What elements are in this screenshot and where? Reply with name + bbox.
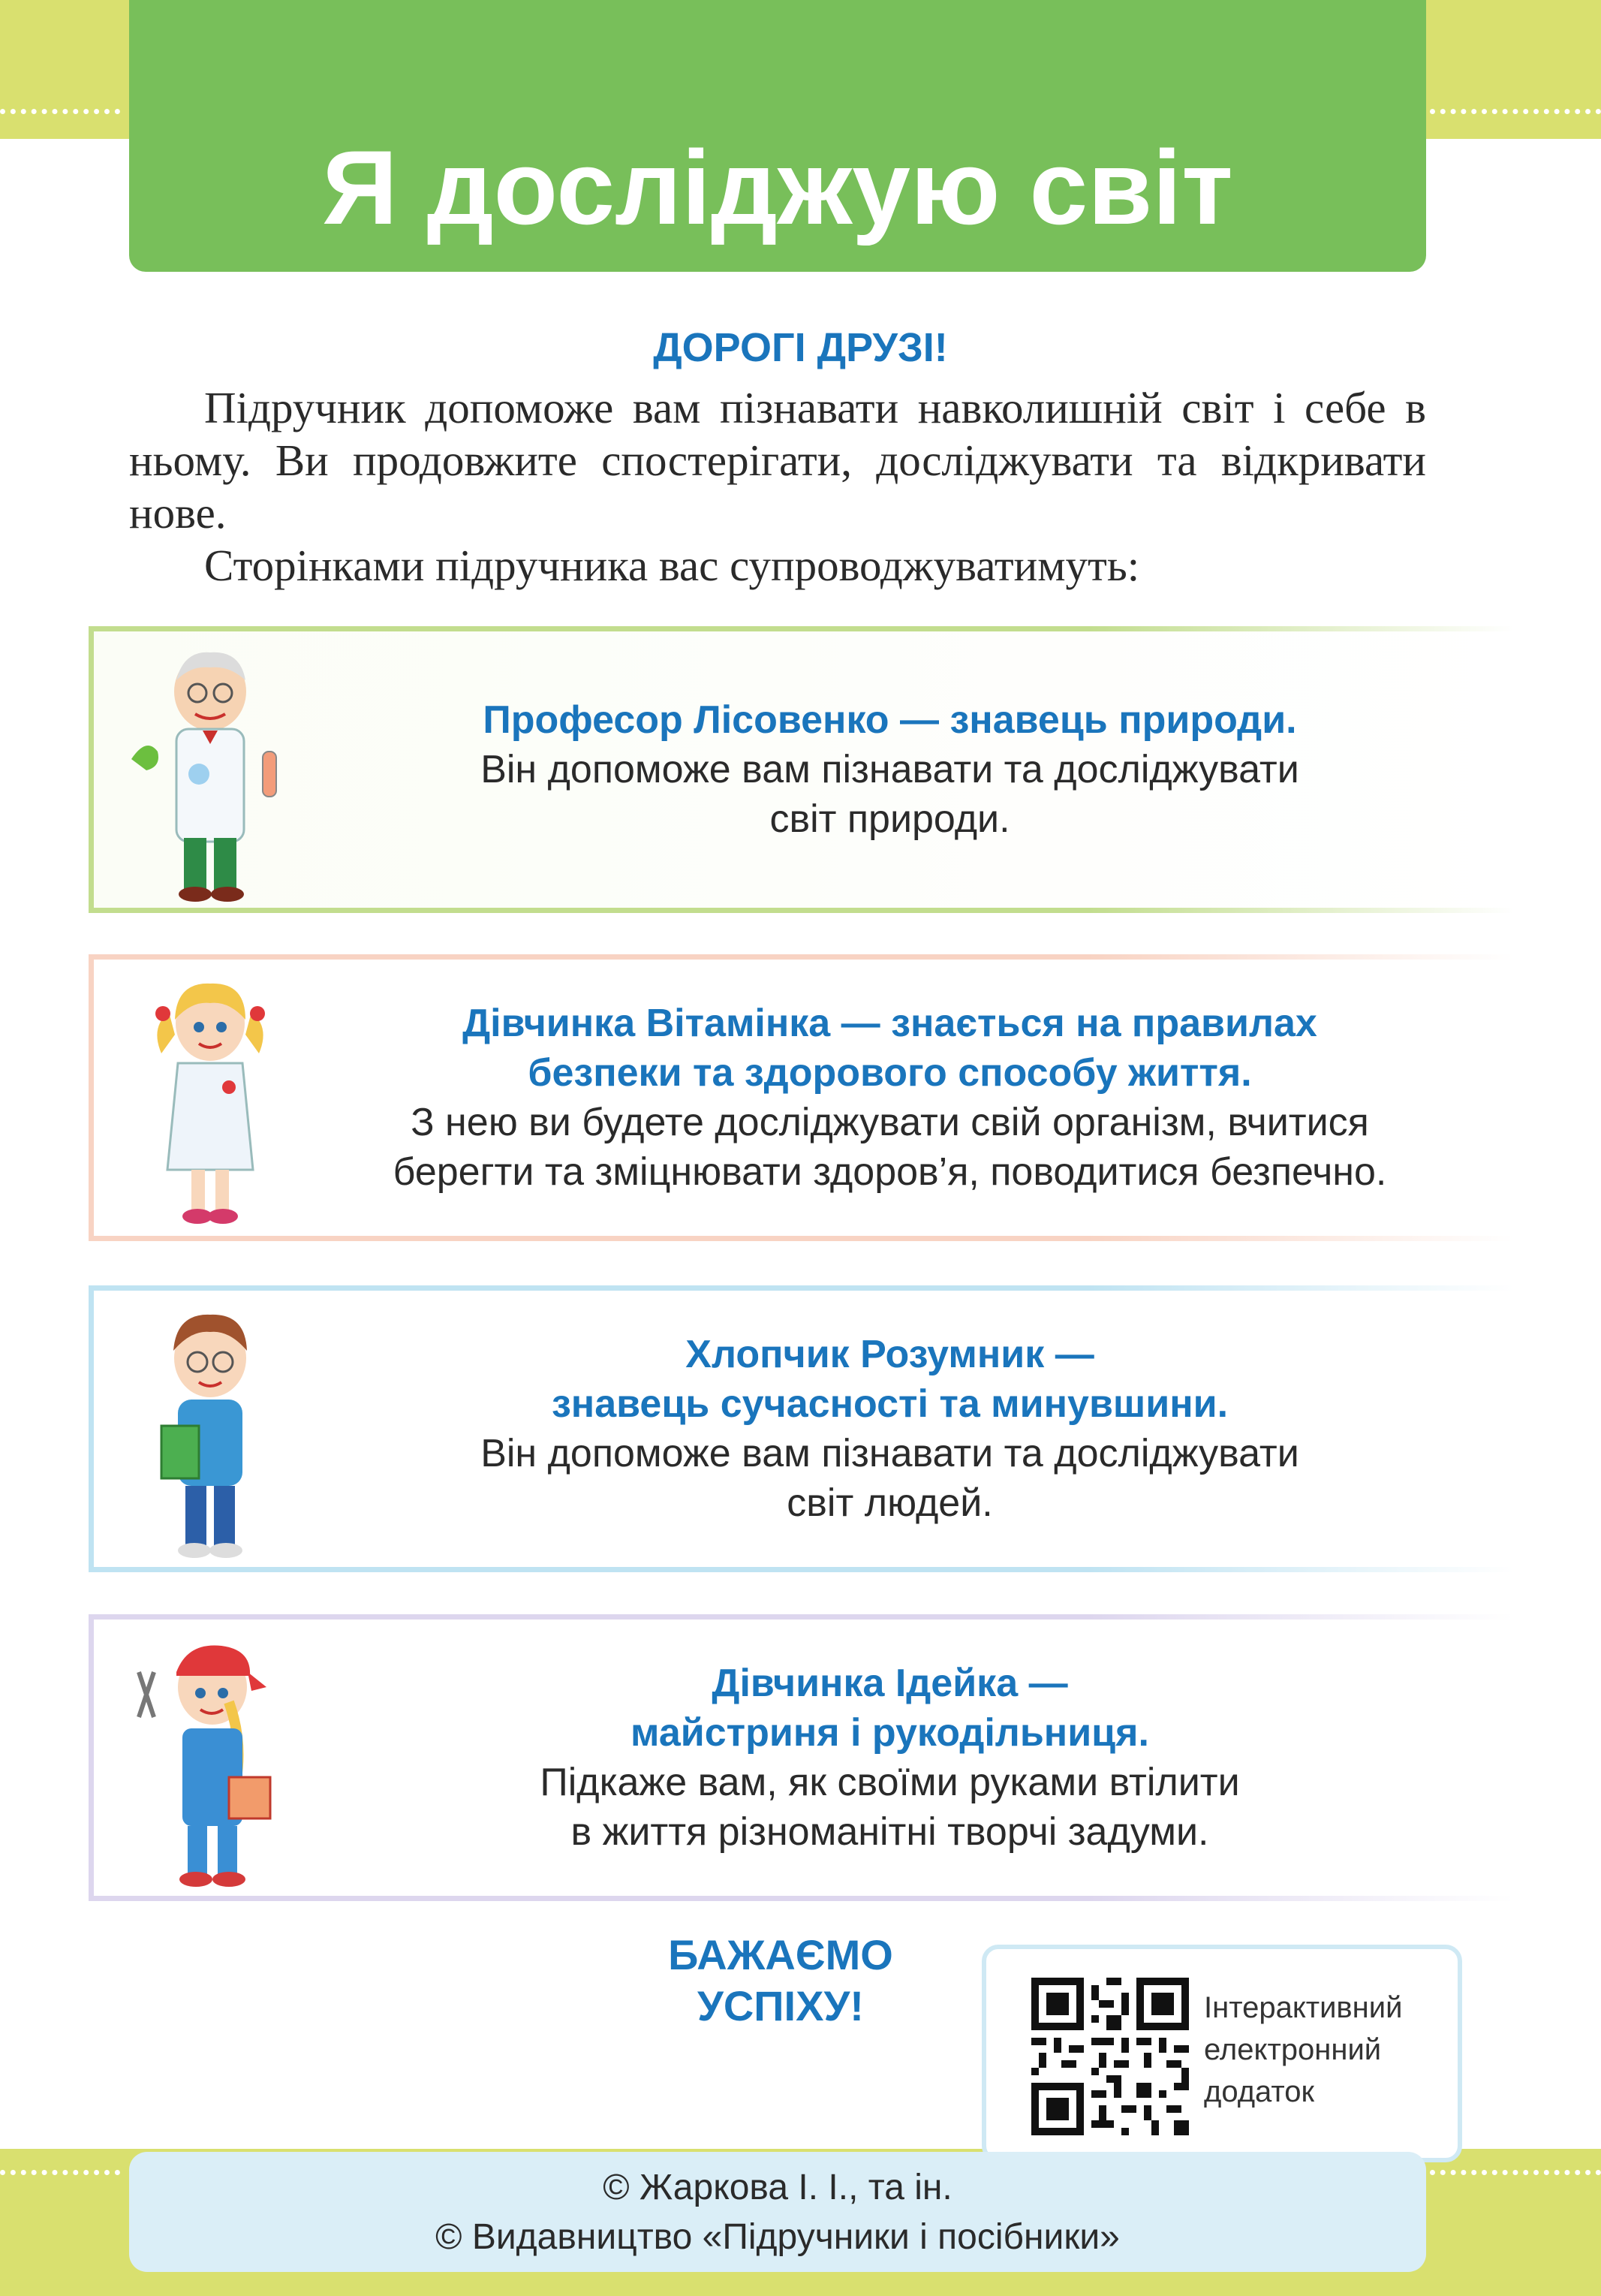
greeting-heading: ДОРОГІ ДРУЗІ!	[653, 325, 948, 370]
intro-paragraph: Підручник допоможе вам пізнавати навколишній світ і себе в ньому. Ви продовжите спостерігати, досліджувати та відкривати нове.	[129, 383, 1426, 538]
card-text	[311, 631, 1468, 908]
character-card-vitaminka	[89, 954, 1513, 1241]
wishes-text	[615, 1930, 946, 2032]
character-title: майстриня і рукодільниця.	[630, 1711, 1149, 1755]
top-left-dots	[0, 109, 120, 114]
card-text	[311, 960, 1468, 1236]
bottom-right-dots	[1430, 2170, 1601, 2175]
character-desc-line: Підкаже вам, як своїми руками втілити	[540, 1761, 1240, 1804]
character-card-rozumnyk	[89, 1285, 1513, 1572]
qr-code-icon[interactable]	[1031, 1978, 1189, 2135]
rozumnyk-illustration-icon	[116, 1298, 304, 1568]
copyright-footer	[129, 2152, 1426, 2272]
qr-box[interactable]	[982, 1945, 1462, 2162]
character-desc-line: Він допоможе вам пізнавати та досліджувати	[480, 748, 1299, 791]
intro-lead: Сторінками підручника вас супроводжуватимуть:	[204, 541, 1140, 590]
character-desc-line: З нею ви будете досліджувати свій організм, вчитися	[411, 1101, 1369, 1144]
character-title: безпеки та здорового способу життя.	[528, 1051, 1252, 1095]
qr-label-line: електронний	[1204, 2033, 1382, 2066]
vitaminka-illustration-icon	[116, 967, 304, 1237]
character-title: Дівчинка Вітамінка — знається на правилах	[462, 1002, 1317, 1045]
character-title: Дівчинка Ідейка —	[712, 1662, 1068, 1705]
card-text	[311, 1620, 1468, 1896]
character-card-professor	[89, 626, 1513, 913]
professor-illustration-icon	[116, 639, 304, 909]
character-title: Професор Лісовенко — знавець природи.	[483, 698, 1297, 742]
character-title: Хлопчик Розумник —	[685, 1333, 1094, 1376]
page-title: Я досліджую світ	[322, 128, 1233, 246]
character-desc-line: берегти та зміцнювати здоров’я, поводитися безпечно.	[393, 1150, 1387, 1194]
wishes-line: УСПІХУ!	[697, 1982, 864, 2029]
top-right-dots	[1430, 109, 1601, 114]
character-desc-line: світ природи.	[769, 797, 1010, 841]
character-title: знавець сучасності та минувшини.	[551, 1382, 1229, 1426]
card-text	[311, 1291, 1468, 1567]
qr-label	[1204, 1987, 1444, 2113]
character-card-ideyka	[89, 1614, 1513, 1901]
wishes-line: БАЖАЄМО	[668, 1931, 893, 1978]
copyright-publisher: © Видавництво «Підручники і посібники»	[435, 2217, 1120, 2257]
header-banner	[129, 0, 1426, 272]
copyright-authors: © Жаркова І. І., та ін.	[603, 2168, 952, 2207]
intro-text	[129, 381, 1426, 592]
character-desc-line: в життя різноманітні творчі задуми.	[570, 1810, 1209, 1854]
character-desc-line: Він допоможе вам пізнавати та досліджувати	[480, 1432, 1299, 1475]
qr-label-line: додаток	[1204, 2075, 1315, 2108]
bottom-left-dots	[0, 2170, 120, 2175]
character-desc-line: світ людей.	[787, 1481, 993, 1525]
qr-label-line: Інтерактивний	[1204, 1991, 1403, 2024]
ideyka-illustration-icon	[116, 1627, 304, 1897]
